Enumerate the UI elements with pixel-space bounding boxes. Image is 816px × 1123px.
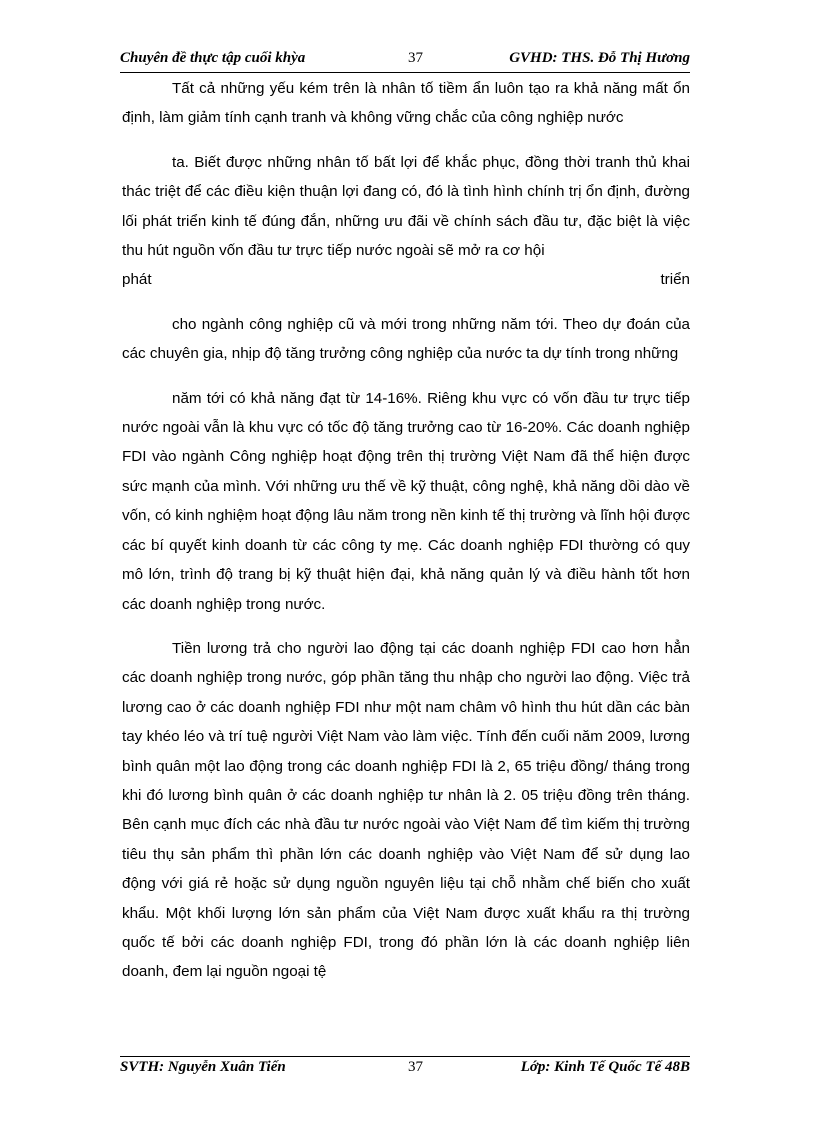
page-footer [120, 1056, 690, 1083]
paragraph-5: Tiền lương trả cho người lao động tại các doanh nghiệp FDI cao hơn hẳn các doanh nghiệp trong nước, góp phần tăng thu nhập cho người lao động. Việc trả lương cao ở các doanh nghiệp FDI như một nam châm vô hình thu hút dần các bàn tay khéo léo và trí tuệ người Việt Nam vào làm việc. Tính đến cuối năm 2009, lương bình quân một lao động trong các doanh nghiệp FDI là 2, 65 triệu đồng/ tháng trong khi đó lương bình quân ở các doanh nghiệp tư nhân là 2. 05 triệu đồng trên tháng. Bên cạnh mục đích các nhà đầu tư nước ngoài vào Việt Nam để tìm kiếm thị trường tiêu thụ sản phẩm thì phần lớn các doanh nghiệp vào Việt Nam để sử dụng lao động với giá rẻ hoặc sử dụng nguồn nguyên liệu tại chỗ nhằm chế biến cho xuất khẩu. Một khối lượng lớn sản phẩm của Việt Nam được xuất khẩu ra thị trường quốc tế bởi các doanh nghiệp FDI, trong đó phần lớn là các doanh nghiệp liên doanh, đem lại nguồn ngoại tệ [122, 639, 690, 981]
footer-student: SVTH: Nguyễn Xuân Tiến [120, 1059, 286, 1075]
paragraph-2-last-word-right: triển [660, 271, 690, 289]
paragraph-2-last-line [122, 265, 690, 294]
header-page-number: 37 [408, 50, 423, 66]
footer-class: Lớp: Kinh Tế Quốc Tế 48B [520, 1059, 690, 1075]
paragraph-1: Tất cả những yếu kém trên là nhân tố tiềm ẩn luôn tạo ra khả năng mất ổn định, làm giảm tính cạnh tranh và không vững chắc của công nghiệp nước [122, 80, 690, 127]
header-title: Chuyên đề thực tập cuối khỳa [120, 50, 306, 66]
header-advisor: GVHD: THS. Đỗ Thị Hương [509, 50, 690, 66]
paragraph-2: ta. Biết được những nhân tố bất lợi để khắc phục, đồng thời tranh thủ khai thác triệt để các điều kiện thuận lợi đang có, đó là tình hình chính trị ổn định, đường lối phát triển kinh tế đúng đắn, những ưu đãi về chính sách đầu tư, đặc biệt là việc thu hút nguồn vốn đầu tư trực tiếp nước ngoài sẽ mở ra cơ hội [122, 153, 690, 260]
footer-page-number: 37 [408, 1059, 423, 1075]
paragraph-4: năm tới có khả năng đạt từ 14-16%. Riêng khu vực có vốn đầu tư trực tiếp nước ngoài vẫn là khu vực có tốc độ tăng trưởng cao từ 16-20%. Các doanh nghiệp FDI vào ngành Công nghiệp hoạt động trên thị trường Việt Nam đã thể hiện được sức mạnh của mình. Với những ưu thế về kỹ thuật, công nghệ, khả năng dồi dào về vốn, có kinh nghiệm hoạt động lâu năm trong nền kinh tế thị trường và lĩnh hội được các bí quyết kinh doanh từ các công ty mẹ. Các doanh nghiệp FDI thường có quy mô lớn, trình độ trang bị kỹ thuật hiện đại, khả năng quản lý và điều hành tốt hơn các doanh nghiệp trong nước. [122, 389, 690, 613]
paragraph-2-last-word-left: phát [122, 271, 152, 289]
document-body [122, 70, 690, 987]
paragraph-3: cho ngành công nghiệp cũ và mới trong những năm tới. Theo dự đoán của các chuyên gia, nhịp độ tăng trưởng công nghiệp của nước ta dự tính trong những [122, 315, 690, 363]
